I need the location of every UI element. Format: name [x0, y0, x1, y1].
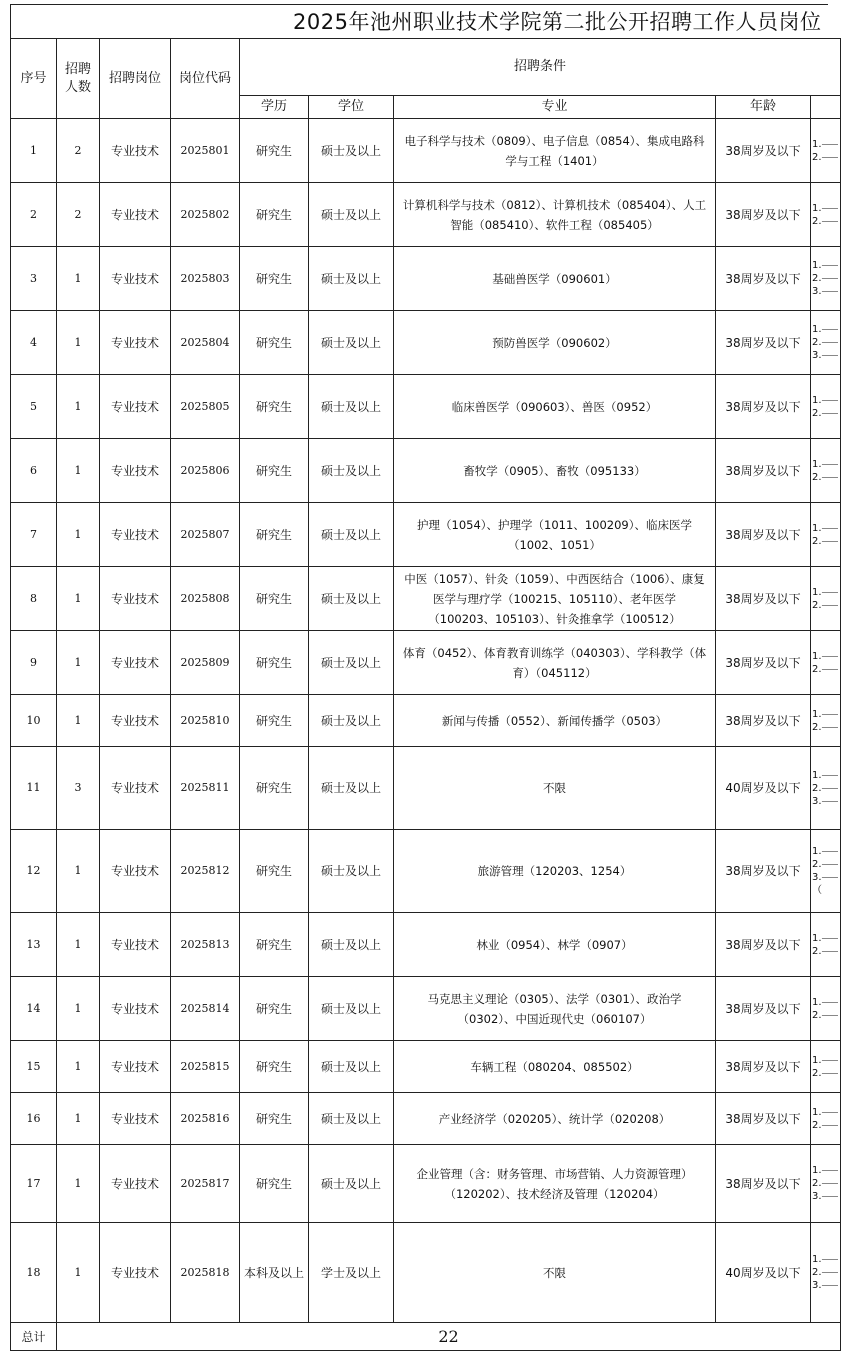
count-cell: 1: [57, 567, 100, 631]
count-cell: 1: [57, 695, 100, 747]
age-cell: 38周岁及以下: [716, 119, 811, 183]
degree-cell: 学士及以上: [309, 1223, 394, 1323]
degree-cell: 硕士及以上: [309, 977, 394, 1041]
age-cell: 38周岁及以下: [716, 1041, 811, 1093]
count-cell: 1: [57, 913, 100, 977]
degree-cell: 硕士及以上: [309, 1093, 394, 1145]
degree-cell: 硕士及以上: [309, 311, 394, 375]
post-cell: 专业技术: [100, 1093, 171, 1145]
age-cell: 38周岁及以下: [716, 439, 811, 503]
post-cell: 专业技术: [100, 119, 171, 183]
note-cell: 1.⸺ 2.⸺: [811, 503, 841, 567]
code-cell: 2025802: [171, 183, 240, 247]
major-cell: 新闻与传播（0552）、新闻传播学（0503）: [394, 695, 716, 747]
age-cell: 38周岁及以下: [716, 631, 811, 695]
note-cell: 1.⸺ 2.⸺: [811, 439, 841, 503]
code-cell: 2025803: [171, 247, 240, 311]
age-cell: 38周岁及以下: [716, 311, 811, 375]
note-cell: 1.⸺ 2.⸺ 3.⸺: [811, 1145, 841, 1223]
note-cell: 1.⸺ 2.⸺: [811, 567, 841, 631]
table-row: [11, 439, 841, 503]
degree-cell: 硕士及以上: [309, 747, 394, 830]
degree-cell: 硕士及以上: [309, 1041, 394, 1093]
table-row: [11, 631, 841, 695]
degree-cell: 硕士及以上: [309, 503, 394, 567]
code-cell: 2025804: [171, 311, 240, 375]
header-major: 专业: [394, 96, 716, 119]
table-row: [11, 977, 841, 1041]
count-cell: 2: [57, 119, 100, 183]
header-seq: 序号: [11, 39, 57, 119]
degree-cell: 硕士及以上: [309, 631, 394, 695]
seq-cell: 4: [11, 311, 57, 375]
education-cell: 研究生: [240, 119, 309, 183]
post-cell: 专业技术: [100, 747, 171, 830]
count-cell: 3: [57, 747, 100, 830]
post-cell: 专业技术: [100, 977, 171, 1041]
seq-cell: 5: [11, 375, 57, 439]
code-cell: 2025810: [171, 695, 240, 747]
major-cell: 基础兽医学（090601）: [394, 247, 716, 311]
post-cell: 专业技术: [100, 439, 171, 503]
major-cell: 不限: [394, 747, 716, 830]
table-row: [11, 1223, 841, 1323]
seq-cell: 2: [11, 183, 57, 247]
education-cell: 研究生: [240, 375, 309, 439]
education-cell: 研究生: [240, 913, 309, 977]
seq-cell: 18: [11, 1223, 57, 1323]
count-cell: 1: [57, 439, 100, 503]
count-cell: 1: [57, 1093, 100, 1145]
code-cell: 2025812: [171, 830, 240, 913]
note-cell: 1.⸺ 2.⸺ 3.⸺: [811, 247, 841, 311]
education-cell: 研究生: [240, 567, 309, 631]
code-cell: 2025801: [171, 119, 240, 183]
post-cell: 专业技术: [100, 503, 171, 567]
table-row: [11, 567, 841, 631]
code-cell: 2025814: [171, 977, 240, 1041]
age-cell: 38周岁及以下: [716, 1093, 811, 1145]
education-cell: 研究生: [240, 1041, 309, 1093]
post-cell: 专业技术: [100, 375, 171, 439]
major-cell: 预防兽医学（090602）: [394, 311, 716, 375]
education-cell: 研究生: [240, 1093, 309, 1145]
table-row: [11, 503, 841, 567]
note-cell: 1.⸺ 2.⸺: [811, 913, 841, 977]
header-age: 年龄: [716, 96, 811, 119]
seq-cell: 9: [11, 631, 57, 695]
major-cell: 电子科学与技术（0809）、电子信息（0854）、集成电路科学与工程（1401）: [394, 119, 716, 183]
code-cell: 2025809: [171, 631, 240, 695]
note-cell: 1.⸺ 2.⸺: [811, 119, 841, 183]
post-cell: 专业技术: [100, 631, 171, 695]
total-label: 总计: [11, 1323, 57, 1351]
page-title: 2025年池州职业技术学院第二批公开招聘工作人员岗位: [10, 4, 828, 38]
education-cell: 研究生: [240, 503, 309, 567]
count-cell: 1: [57, 977, 100, 1041]
education-cell: 研究生: [240, 695, 309, 747]
major-cell: 旅游管理（120203、1254）: [394, 830, 716, 913]
age-cell: 38周岁及以下: [716, 183, 811, 247]
seq-cell: 12: [11, 830, 57, 913]
header-conditions: 招聘条件: [240, 39, 841, 96]
code-cell: 2025811: [171, 747, 240, 830]
degree-cell: 硕士及以上: [309, 567, 394, 631]
age-cell: 38周岁及以下: [716, 977, 811, 1041]
table-row: [11, 1145, 841, 1223]
major-cell: 车辆工程（080204、085502）: [394, 1041, 716, 1093]
header-post: 招聘岗位: [100, 39, 171, 119]
post-cell: 专业技术: [100, 247, 171, 311]
age-cell: 40周岁及以下: [716, 1223, 811, 1323]
post-cell: 专业技术: [100, 1223, 171, 1323]
seq-cell: 3: [11, 247, 57, 311]
recruitment-table: [10, 38, 841, 1351]
code-cell: 2025816: [171, 1093, 240, 1145]
count-cell: 1: [57, 631, 100, 695]
note-cell: 1.⸺ 2.⸺: [811, 1041, 841, 1093]
header-education: 学历: [240, 96, 309, 119]
table-row: [11, 913, 841, 977]
seq-cell: 7: [11, 503, 57, 567]
seq-cell: 16: [11, 1093, 57, 1145]
degree-cell: 硕士及以上: [309, 830, 394, 913]
post-cell: 专业技术: [100, 913, 171, 977]
note-cell: 1.⸺ 2.⸺ 3.⸺: [811, 311, 841, 375]
header-count: 招聘人数: [57, 39, 100, 119]
education-cell: 研究生: [240, 183, 309, 247]
count-cell: 1: [57, 1041, 100, 1093]
count-cell: 1: [57, 1223, 100, 1323]
degree-cell: 硕士及以上: [309, 247, 394, 311]
seq-cell: 8: [11, 567, 57, 631]
table-row: [11, 247, 841, 311]
major-cell: 临床兽医学（090603）、兽医（0952）: [394, 375, 716, 439]
count-cell: 1: [57, 247, 100, 311]
post-cell: 专业技术: [100, 830, 171, 913]
code-cell: 2025815: [171, 1041, 240, 1093]
education-cell: 研究生: [240, 247, 309, 311]
code-cell: 2025806: [171, 439, 240, 503]
education-cell: 研究生: [240, 631, 309, 695]
education-cell: 研究生: [240, 977, 309, 1041]
major-cell: 中医（1057）、针灸（1059）、中西医结合（1006）、康复医学与理疗学（100215、105110）、老年医学（100203、105103）、针灸推拿学（100512）: [394, 567, 716, 631]
post-cell: 专业技术: [100, 695, 171, 747]
count-cell: 1: [57, 311, 100, 375]
note-cell: 1.⸺ 2.⸺: [811, 1093, 841, 1145]
major-cell: 计算机科学与技术（0812）、计算机技术（085404）、人工智能（085410）、软件工程（085405）: [394, 183, 716, 247]
age-cell: 38周岁及以下: [716, 1145, 811, 1223]
seq-cell: 13: [11, 913, 57, 977]
education-cell: 研究生: [240, 311, 309, 375]
table-row: [11, 1041, 841, 1093]
table-row: [11, 747, 841, 830]
note-cell: 1.⸺ 2.⸺ 3.⸺ （: [811, 830, 841, 913]
seq-cell: 1: [11, 119, 57, 183]
major-cell: 护理（1054）、护理学（1011、100209）、临床医学（1002、1051）: [394, 503, 716, 567]
post-cell: 专业技术: [100, 183, 171, 247]
degree-cell: 硕士及以上: [309, 913, 394, 977]
seq-cell: 10: [11, 695, 57, 747]
major-cell: 林业（0954）、林学（0907）: [394, 913, 716, 977]
seq-cell: 15: [11, 1041, 57, 1093]
post-cell: 专业技术: [100, 567, 171, 631]
post-cell: 专业技术: [100, 1145, 171, 1223]
degree-cell: 硕士及以上: [309, 439, 394, 503]
post-cell: 专业技术: [100, 1041, 171, 1093]
education-cell: 研究生: [240, 1145, 309, 1223]
seq-cell: 14: [11, 977, 57, 1041]
code-cell: 2025818: [171, 1223, 240, 1323]
note-cell: 1.⸺ 2.⸺: [811, 375, 841, 439]
count-cell: 1: [57, 503, 100, 567]
code-cell: 2025813: [171, 913, 240, 977]
table-row: [11, 830, 841, 913]
major-cell: 畜牧学（0905）、畜牧（095133）: [394, 439, 716, 503]
education-cell: 研究生: [240, 830, 309, 913]
note-cell: 1.⸺ 2.⸺: [811, 631, 841, 695]
degree-cell: 硕士及以上: [309, 1145, 394, 1223]
age-cell: 38周岁及以下: [716, 695, 811, 747]
header-degree: 学位: [309, 96, 394, 119]
post-cell: 专业技术: [100, 311, 171, 375]
major-cell: 体育（0452）、体育教育训练学（040303）、学科教学（体育）（045112）: [394, 631, 716, 695]
header-code: 岗位代码: [171, 39, 240, 119]
code-cell: 2025807: [171, 503, 240, 567]
table-row: [11, 375, 841, 439]
header-other: [811, 96, 841, 119]
major-cell: 产业经济学（020205）、统计学（020208）: [394, 1093, 716, 1145]
note-cell: 1.⸺ 2.⸺: [811, 695, 841, 747]
age-cell: 38周岁及以下: [716, 503, 811, 567]
age-cell: 38周岁及以下: [716, 913, 811, 977]
table-row: [11, 311, 841, 375]
education-cell: 本科及以上: [240, 1223, 309, 1323]
major-cell: 不限: [394, 1223, 716, 1323]
table-row: [11, 119, 841, 183]
seq-cell: 11: [11, 747, 57, 830]
code-cell: 2025817: [171, 1145, 240, 1223]
code-cell: 2025805: [171, 375, 240, 439]
note-cell: 1.⸺ 2.⸺: [811, 183, 841, 247]
total-value: 22: [57, 1323, 841, 1351]
age-cell: 38周岁及以下: [716, 567, 811, 631]
note-cell: 1.⸺ 2.⸺ 3.⸺: [811, 747, 841, 830]
major-cell: 马克思主义理论（0305）、法学（0301）、政治学（0302）、中国近现代史（060107）: [394, 977, 716, 1041]
age-cell: 38周岁及以下: [716, 247, 811, 311]
count-cell: 1: [57, 830, 100, 913]
age-cell: 40周岁及以下: [716, 747, 811, 830]
education-cell: 研究生: [240, 439, 309, 503]
note-cell: 1.⸺ 2.⸺: [811, 977, 841, 1041]
degree-cell: 硕士及以上: [309, 183, 394, 247]
age-cell: 38周岁及以下: [716, 830, 811, 913]
table-row: [11, 695, 841, 747]
degree-cell: 硕士及以上: [309, 119, 394, 183]
table-row: [11, 1093, 841, 1145]
age-cell: 38周岁及以下: [716, 375, 811, 439]
count-cell: 2: [57, 183, 100, 247]
education-cell: 研究生: [240, 747, 309, 830]
note-cell: 1.⸺ 2.⸺ 3.⸺: [811, 1223, 841, 1323]
degree-cell: 硕士及以上: [309, 375, 394, 439]
seq-cell: 6: [11, 439, 57, 503]
major-cell: 企业管理（含：财务管理、市场营销、人力资源管理）（120202）、技术经济及管理（120204）: [394, 1145, 716, 1223]
table-row: [11, 183, 841, 247]
code-cell: 2025808: [171, 567, 240, 631]
degree-cell: 硕士及以上: [309, 695, 394, 747]
seq-cell: 17: [11, 1145, 57, 1223]
count-cell: 1: [57, 1145, 100, 1223]
table-body: [11, 119, 841, 1323]
count-cell: 1: [57, 375, 100, 439]
